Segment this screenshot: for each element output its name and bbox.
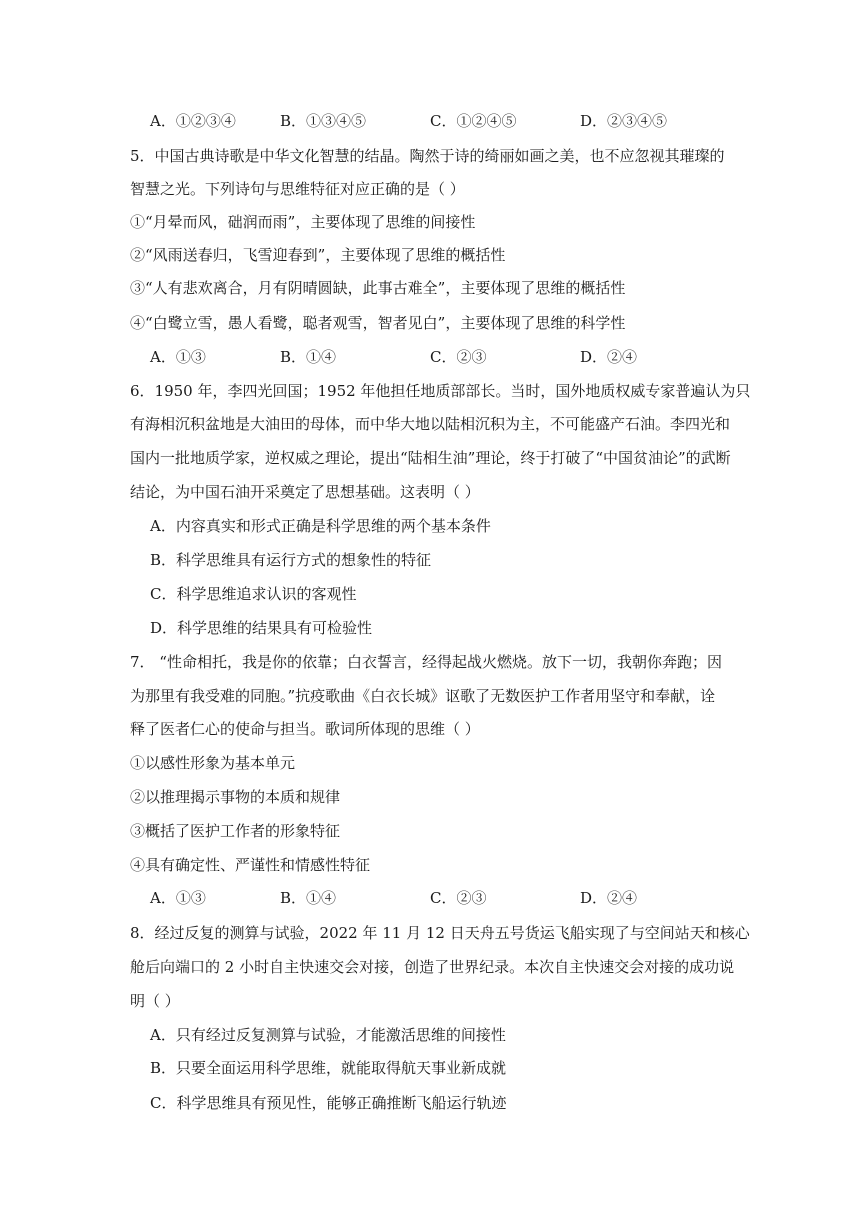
q7-stem-line: 7． “性命相托，我是你的依靠；白衣誓言，经得起战火燃烧。放下一切，我朝你奔跑；因 [130, 653, 722, 671]
q6-option-b: B．科学思维具有运行方式的想象性的特征 [150, 551, 432, 569]
q8-option-a: A．只有经过反复测算与试验，才能激活思维的间接性 [150, 1026, 506, 1044]
q8-option-c: C．科学思维具有预见性，能够正确推断飞船运行轨迹 [150, 1094, 507, 1112]
choice-d: D．②④ [580, 348, 638, 366]
q6-stem-line: 结论，为中国石油开采奠定了思想基础。这表明（ ） [130, 483, 480, 501]
q5-statement: ③“人有悲欢离合，月有阴晴圆缺，此事古难全”，主要体现了思维的概括性 [130, 279, 626, 297]
q4-choices [150, 111, 750, 131]
q8-stem-line: 舱后向端口的 2 小时自主快速交会对接，创造了世界纪录。本次自主快速交会对接的成功说 [130, 958, 735, 976]
q5-statement: ④“白鹭立雪，愚人看鹭，聪者观雪，智者见白”，主要体现了思维的科学性 [130, 314, 626, 332]
choice-c: C．②③ [430, 889, 487, 907]
q5-stem-line: 5．中国古典诗歌是中华文化智慧的结晶。陶然于诗的绮丽如画之美，也不应忽视其璀璨的 [130, 147, 725, 165]
q5-stem-line: 智慧之光。下列诗句与思维特征对应正确的是（ ） [130, 180, 465, 198]
choice-b: B．①④ [280, 889, 337, 907]
q5-statement: ①“月晕而风，础润而雨”，主要体现了思维的间接性 [130, 213, 476, 231]
choice-b: B．①④ [280, 348, 337, 366]
q7-statement: ③概括了医护工作者的形象特征 [130, 822, 341, 840]
choice-c: C．①②④⑤ [430, 112, 517, 130]
q7-statement: ①以感性形象为基本单元 [130, 754, 296, 772]
q6-option-c: C．科学思维追求认识的客观性 [150, 585, 357, 603]
q8-option-b: B．只要全面运用科学思维，就能取得航天事业新成就 [150, 1059, 507, 1077]
q7-stem-line: 为那里有我受难的同胞。”抗疫歌曲《白衣长城》讴歌了无数医护工作者用坚守和奉献，诠 [130, 687, 716, 705]
q5-choices [150, 347, 750, 367]
q5-statement: ②“风雨送春归，飞雪迎春到”，主要体现了思维的概括性 [130, 246, 506, 264]
q7-statement: ④具有确定性、严谨性和情感性特征 [130, 856, 371, 874]
q6-stem-line: 有海相沉积盆地是大油田的母体，而中华大地以陆相沉积为主，不可能盛产石油。李四光和 [130, 415, 731, 433]
q6-option-d: D．科学思维的结果具有可检验性 [150, 619, 373, 637]
choice-b: B．①③④⑤ [280, 112, 367, 130]
q7-choices [150, 888, 750, 908]
q7-statement: ②以推理揭示事物的本质和规律 [130, 788, 341, 806]
q8-stem-line: 明（ ） [130, 992, 180, 1010]
choice-d: D．②③④⑤ [580, 112, 668, 130]
q6-stem-line: 6．1950 年，李四光回国；1952 年他担任地质部部长。当时，国外地质权威专家普遍认为只 [130, 382, 751, 400]
choice-c: C．②③ [430, 348, 487, 366]
q8-stem-line: 8．经过反复的测算与试验，2022 年 11 月 12 日天舟五号货运飞船实现了与空间站天和核心 [130, 924, 750, 942]
choice-a: A．①③ [150, 348, 206, 366]
choice-a: A．①②③④ [150, 112, 236, 130]
q6-stem-line: 国内一批地质学家，逆权威之理论，提出“陆相生油”理论，终于打破了“中国贫油论”的武断 [130, 449, 731, 467]
choice-a: A．①③ [150, 889, 206, 907]
choice-d: D．②④ [580, 889, 638, 907]
q7-stem-line: 释了医者仁心的使命与担当。歌词所体现的思维（ ） [130, 720, 480, 738]
q6-option-a: A．内容真实和形式正确是科学思维的两个基本条件 [150, 517, 491, 535]
